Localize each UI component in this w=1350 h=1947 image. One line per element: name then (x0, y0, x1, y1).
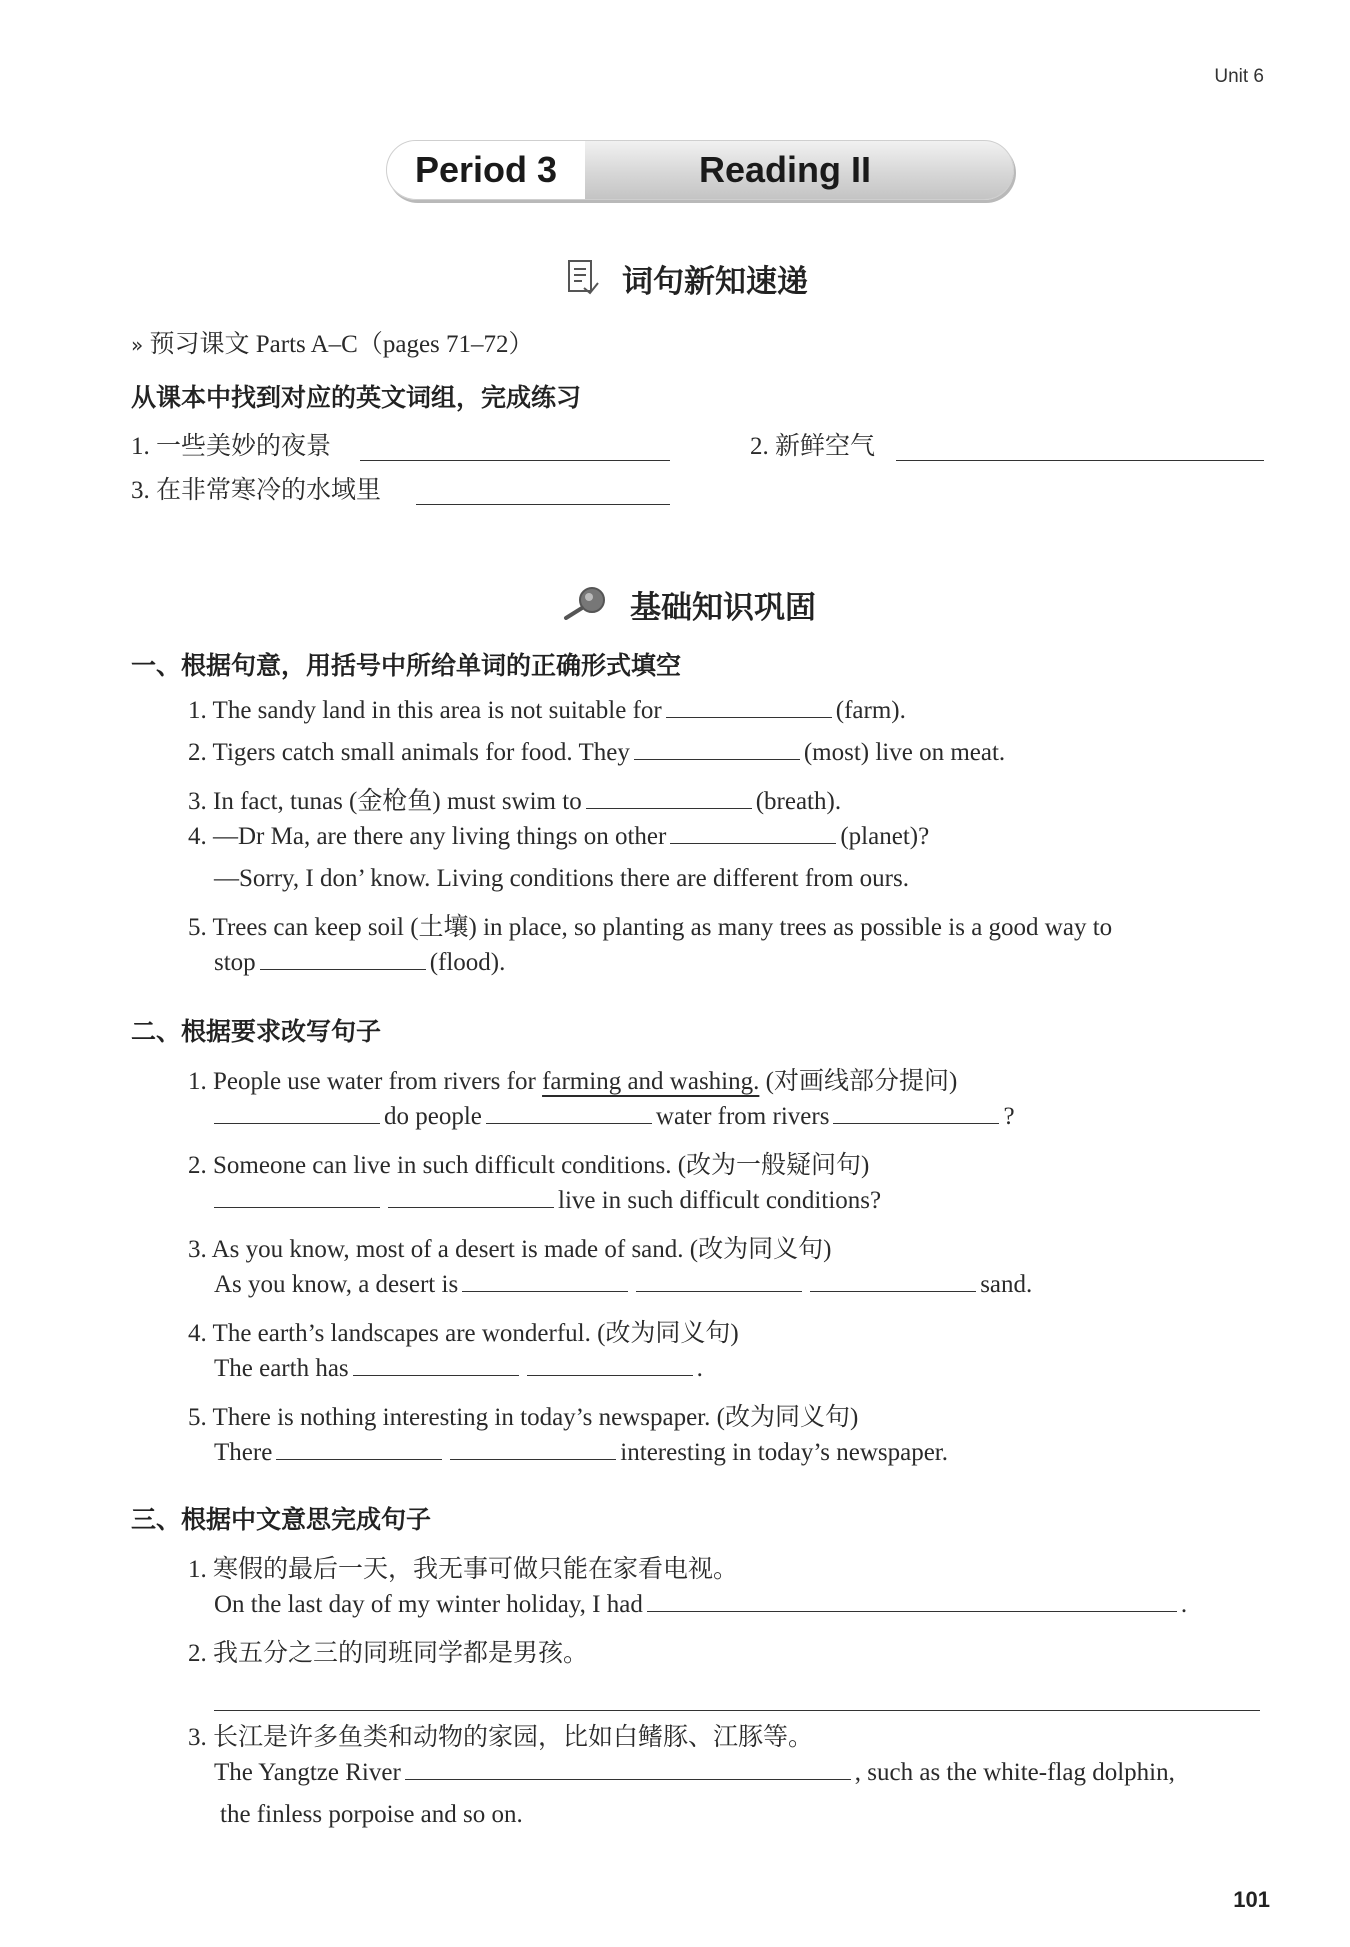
p1-question-1: 1. The sandy land in this area is not suitable for (farm). (188, 697, 906, 724)
answer-blank[interactable] (810, 1291, 976, 1292)
p2-question-4-answer: The earth has . (214, 1355, 703, 1382)
answer-blank[interactable] (462, 1291, 628, 1292)
answer-blank[interactable] (388, 1207, 554, 1208)
answer-blank[interactable] (670, 843, 836, 844)
vocab-item-1: 1. 一些美妙的夜景 (131, 433, 332, 460)
answer-blank[interactable] (586, 808, 752, 809)
p2-question-3-answer: As you know, a desert is sand. (214, 1271, 1033, 1298)
p1-question-4-reply: —Sorry, I don’ know. Living conditions there are different from ours. (214, 865, 909, 892)
notebook-icon (566, 258, 600, 301)
page-number: 101 (1233, 1887, 1270, 1912)
answer-blank[interactable] (896, 460, 1264, 461)
preview-line (131, 324, 534, 360)
p2-question-3: 3. As you know, most of a desert is made of sand. (改为同义句) (188, 1236, 832, 1263)
preview-text: 预习课文 Parts A–C（pages 71–72） (149, 331, 534, 358)
answer-blank[interactable] (486, 1123, 652, 1124)
p3-question-3: 3. 长江是许多鱼类和动物的家园，比如白鳍豚、江豚等。 (188, 1724, 814, 1751)
section-title-vocab: 词句新知速递 (622, 264, 808, 299)
answer-blank[interactable] (353, 1375, 519, 1376)
answer-blank[interactable] (416, 504, 670, 505)
p2-question-4: 4. The earth’s landscapes are wonderful. (改为同义句) (188, 1320, 739, 1347)
answer-blank[interactable] (214, 1710, 1260, 1711)
answer-blank[interactable] (666, 717, 832, 718)
answer-blank[interactable] (636, 1291, 802, 1292)
p2-question-5: 5. There is nothing interesting in today’s newspaper. (改为同义句) (188, 1404, 859, 1431)
reading-label: Reading II (699, 149, 872, 190)
answer-blank[interactable] (634, 759, 800, 760)
period-banner (386, 140, 1014, 200)
answer-blank[interactable] (360, 460, 670, 461)
p2-question-1-answer: do people water from rivers ? (214, 1103, 1015, 1131)
part2-heading: 二、根据要求改写句子 (131, 1018, 382, 1046)
p2-question-2-answer: live in such difficult conditions? (214, 1187, 881, 1215)
answer-blank[interactable] (214, 1207, 380, 1208)
p3-question-3-answer: The Yangtze River , such as the white-flag dolphin, (214, 1759, 1175, 1786)
section-title-basics: 基础知识巩固 (630, 590, 816, 625)
p2-question-1: 1. People use water from rivers for farming and washing. (对画线部分提问) (188, 1068, 958, 1095)
answer-blank[interactable] (260, 969, 426, 970)
answer-blank[interactable] (527, 1375, 693, 1376)
answer-blank[interactable] (647, 1611, 1177, 1612)
part1-heading: 一、根据句意，用括号中所给单词的正确形式填空 (131, 652, 682, 680)
vocab-item-2: 2. 新鲜空气 (750, 433, 876, 460)
unit-label: Unit 6 (1214, 66, 1264, 87)
answer-blank[interactable] (405, 1779, 851, 1780)
underlined-phrase: farming and washing. (542, 1068, 760, 1095)
p3-question-1: 1. 寒假的最后一天，我无事可做只能在家看电视。 (188, 1556, 739, 1583)
vocab-instruction: 从课本中找到对应的英文词组，完成练习 (131, 384, 582, 412)
p1-question-3: 3. In fact, tunas (金枪鱼) must swim to (breath). (188, 788, 842, 815)
p3-question-1-answer: On the last day of my winter holiday, I had . (214, 1591, 1188, 1618)
magnifier-icon (562, 584, 608, 625)
period-label: Period 3 (415, 149, 558, 190)
double-chevron-icon: » (131, 333, 144, 357)
part3-heading: 三、根据中文意思完成句子 (131, 1506, 432, 1534)
p1-question-2: 2. Tigers catch small animals for food. They (most) live on meat. (188, 739, 1006, 766)
answer-blank[interactable] (276, 1459, 442, 1460)
p1-question-4: 4. —Dr Ma, are there any living things on other (planet)? (188, 823, 930, 850)
p2-question-5-answer: There interesting in today’s newspaper. (214, 1439, 949, 1466)
p3-question-3-cont: the finless porpoise and so on. (220, 1801, 523, 1828)
answer-blank[interactable] (214, 1123, 380, 1124)
answer-blank[interactable] (450, 1459, 616, 1460)
answer-blank[interactable] (833, 1123, 999, 1124)
p3-question-2: 2. 我五分之三的同班同学都是男孩。 (188, 1640, 589, 1667)
vocab-item-3: 3. 在非常寒冷的水域里 (131, 477, 382, 504)
p1-question-5: 5. Trees can keep soil (土壤) in place, so planting as many trees as possible is a good way to (188, 914, 1113, 941)
p2-question-2: 2. Someone can live in such difficult conditions. (改为一般疑问句) (188, 1152, 870, 1179)
p1-question-5-cont: stop (flood). (214, 949, 506, 976)
